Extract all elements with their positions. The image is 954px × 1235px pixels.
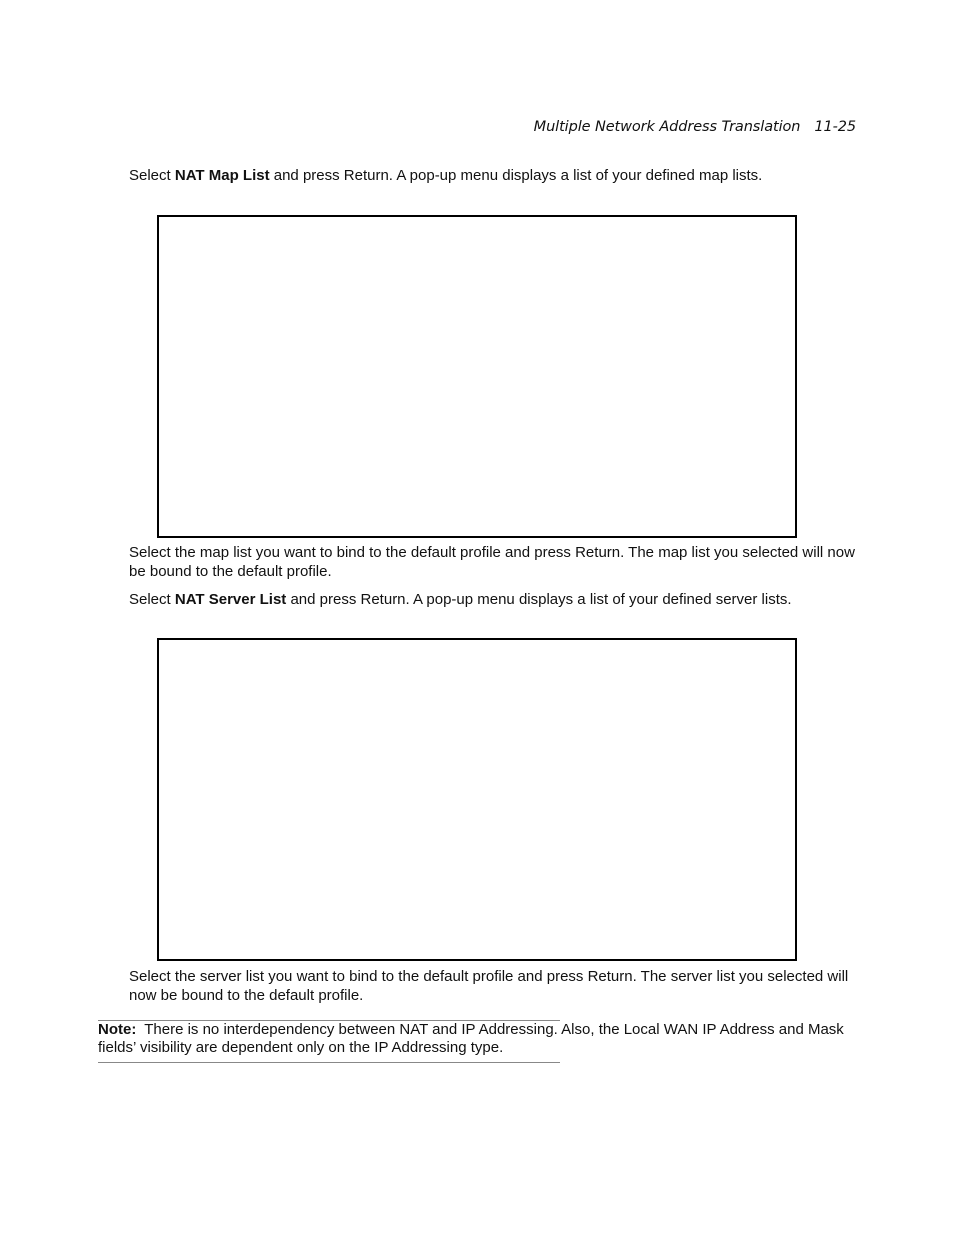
note-block: [98, 1021, 858, 1057]
p1-prefix: Select: [129, 167, 175, 184]
p3-suffix: and press Return. A pop-up menu displays a list of your defined server lists.: [286, 591, 792, 608]
p1-suffix: and press Return. A pop-up menu displays a list of your defined map lists.: [269, 167, 763, 184]
p3-prefix: Select: [129, 591, 175, 608]
note-label: Note:: [98, 1021, 137, 1038]
header-title: Multiple Network Address Translation: [533, 119, 801, 135]
note-text: There is no interdependency between NAT and IP Addressing. Also, the Local WAN IP Address and Mask fields’ visibility are dependent only on the IP Addressing type.: [98, 1021, 844, 1056]
instruction-bind-map-list: Select the map list you want to bind to the default profile and press Return. The map list you selected will now be bound to the default profile.: [129, 544, 855, 580]
instruction-select-server-list: [129, 590, 857, 609]
p3-bold-term: NAT Server List: [174, 591, 287, 608]
p1-bold-term: NAT Map List: [174, 167, 270, 184]
page-number: 11-25: [814, 119, 856, 135]
note-bottom-rule: [98, 1062, 560, 1063]
instruction-bind-server-list: Select the server list you want to bind to the default profile and press Return. The server list you selected will now be bound to the default profile.: [129, 968, 849, 1004]
instruction-select-map-list: [129, 166, 857, 185]
map-list-screen-figure: [157, 215, 797, 538]
page-header: [534, 119, 856, 135]
server-list-screen-figure: [157, 638, 797, 961]
